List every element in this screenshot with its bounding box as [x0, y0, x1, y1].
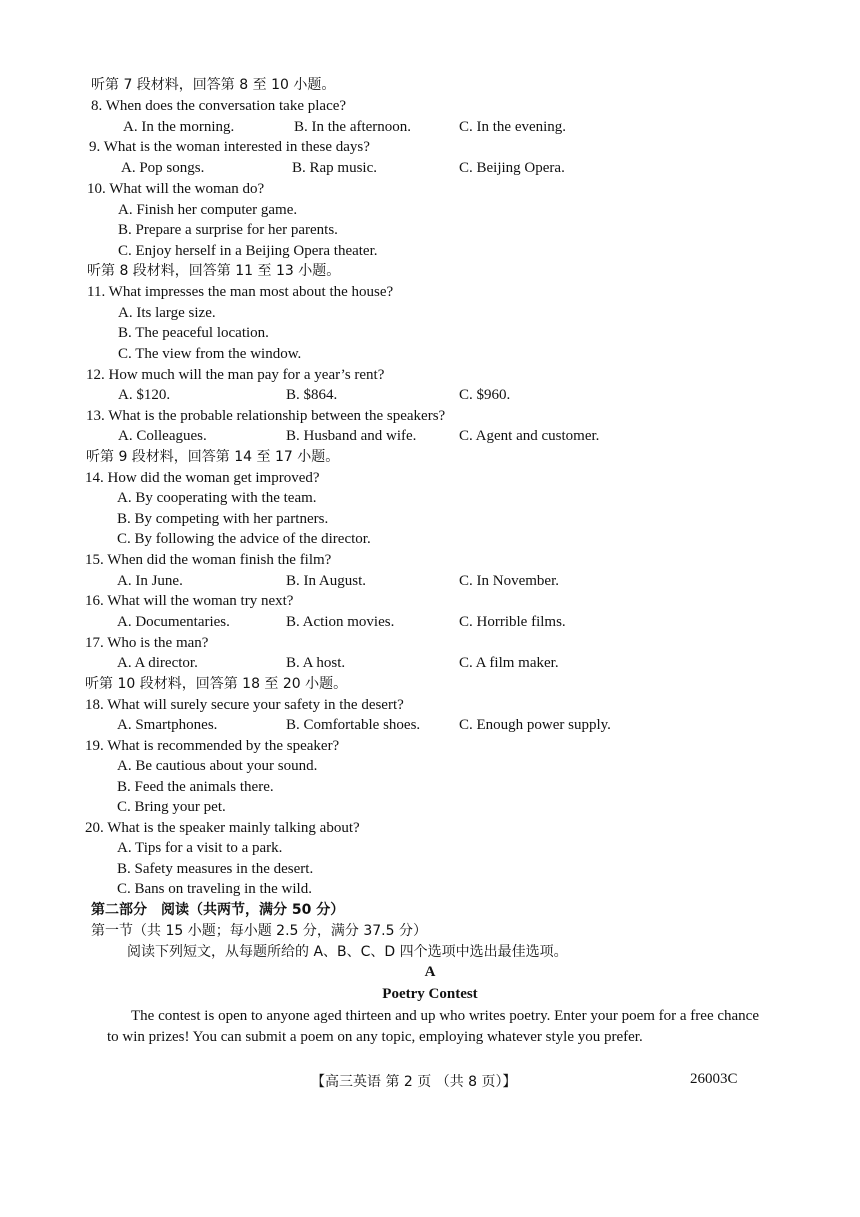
question-17-option-c: C. A film maker. [459, 655, 559, 671]
passage-body: The contest is open to anyone aged thirteen and up who writes poetry. Enter your poem for a free chance to win prizes! You can submit a poem on any topic, employing whatever style you prefer. [107, 1008, 759, 1045]
section-10-instruction: 听第 10 段材料，回答第 18 至 20 小题。 [85, 676, 348, 692]
question-13-stem: 13. What is the probable relationship between the speakers? [86, 408, 446, 424]
question-16-stem: 16. What will the woman try next? [85, 593, 294, 609]
paper-code: 26003C [690, 1071, 738, 1087]
question-17-stem: 17. Who is the man? [85, 635, 209, 651]
question-11-stem: 11. What impresses the man most about the house? [87, 284, 394, 300]
question-15-option-b: B. In August. [286, 573, 367, 589]
question-16-option-b: B. Action movies. [286, 614, 395, 630]
question-11-option-b: B. The peaceful location. [118, 325, 269, 341]
question-15-option-c: C. In November. [459, 573, 559, 589]
question-13-option-c: C. Agent and customer. [459, 428, 600, 444]
question-20-stem: 20. What is the speaker mainly talking about? [85, 820, 360, 836]
question-18-stem: 18. What will surely secure your safety in the desert? [85, 697, 404, 713]
question-11-option-a: A. Its large size. [118, 305, 216, 321]
question-8-stem: 8. When does the conversation take place? [91, 98, 347, 114]
question-10-option-a: A. Finish her computer game. [118, 202, 298, 218]
question-10-option-b: B. Prepare a surprise for her parents. [118, 222, 338, 238]
question-12-option-c: C. $960. [459, 387, 511, 403]
question-20-option-a: A. Tips for a visit to a park. [117, 840, 283, 856]
question-12-stem: 12. How much will the man pay for a year’s rent? [86, 367, 385, 383]
question-19-stem: 19. What is recommended by the speaker? [85, 738, 340, 754]
question-14-option-c: C. By following the advice of the director. [117, 531, 371, 547]
question-13-option-a: A. Colleagues. [118, 428, 207, 444]
question-19-option-c: C. Bring your pet. [117, 799, 226, 815]
question-15-stem: 15. When did the woman finish the film? [85, 552, 332, 568]
question-13-option-b: B. Husband and wife. [286, 428, 417, 444]
question-11-option-c: C. The view from the window. [118, 346, 302, 362]
passage-title: Poetry Contest [382, 986, 478, 1002]
question-19-option-b: B. Feed the animals there. [117, 779, 274, 795]
question-18-option-b: B. Comfortable shoes. [286, 717, 421, 733]
question-14-option-b: B. By competing with her partners. [117, 511, 329, 527]
section-8-instruction: 听第 8 段材料，回答第 11 至 13 小题。 [87, 263, 341, 279]
question-8-option-c: C. In the evening. [459, 119, 567, 135]
question-16-option-a: A. Documentaries. [117, 614, 230, 630]
question-12-option-b: B. $864. [286, 387, 338, 403]
question-16-option-c: C. Horrible films. [459, 614, 566, 630]
question-14-option-a: A. By cooperating with the team. [117, 490, 317, 506]
passage-letter: A [424, 964, 436, 980]
question-20-option-b: B. Safety measures in the desert. [117, 861, 314, 877]
question-17-option-b: B. A host. [286, 655, 346, 671]
question-18-option-a: A. Smartphones. [117, 717, 218, 733]
question-8-option-a: A. In the morning. [123, 119, 235, 135]
reading-instruction: 阅读下列短文，从每题所给的 A、B、C、D 四个选项中选出最佳选项。 [127, 944, 568, 960]
question-20-option-c: C. Bans on traveling in the wild. [117, 881, 312, 897]
question-9-option-c: C. Beijing Opera. [459, 160, 565, 176]
question-17-option-a: A. A director. [117, 655, 198, 671]
question-10-stem: 10. What will the woman do? [87, 181, 265, 197]
section-1-heading: 第一节（共 15 小题；每小题 2.5 分，满分 37.5 分） [91, 923, 427, 939]
section-9-instruction: 听第 9 段材料，回答第 14 至 17 小题。 [86, 449, 340, 465]
question-9-option-a: A. Pop songs. [121, 160, 205, 176]
question-8-option-b: B. In the afternoon. [294, 119, 412, 135]
section-7-instruction: 听第 7 段材料，回答第 8 至 10 小题。 [91, 77, 336, 93]
question-10-option-c: C. Enjoy herself in a Beijing Opera theater. [118, 243, 378, 259]
question-9-stem: 9. What is the woman interested in these days? [89, 139, 370, 155]
page-number-label: 【高三英语 第 2 页 （共 8 页）】 [311, 1074, 517, 1090]
part-2-heading: 第二部分 阅读（共两节，满分 50 分） [91, 902, 345, 918]
question-14-stem: 14. How did the woman get improved? [85, 470, 320, 486]
question-18-option-c: C. Enough power supply. [459, 717, 611, 733]
question-15-option-a: A. In June. [117, 573, 183, 589]
question-9-option-b: B. Rap music. [292, 160, 377, 176]
question-19-option-a: A. Be cautious about your sound. [117, 758, 318, 774]
question-12-option-a: A. $120. [118, 387, 171, 403]
